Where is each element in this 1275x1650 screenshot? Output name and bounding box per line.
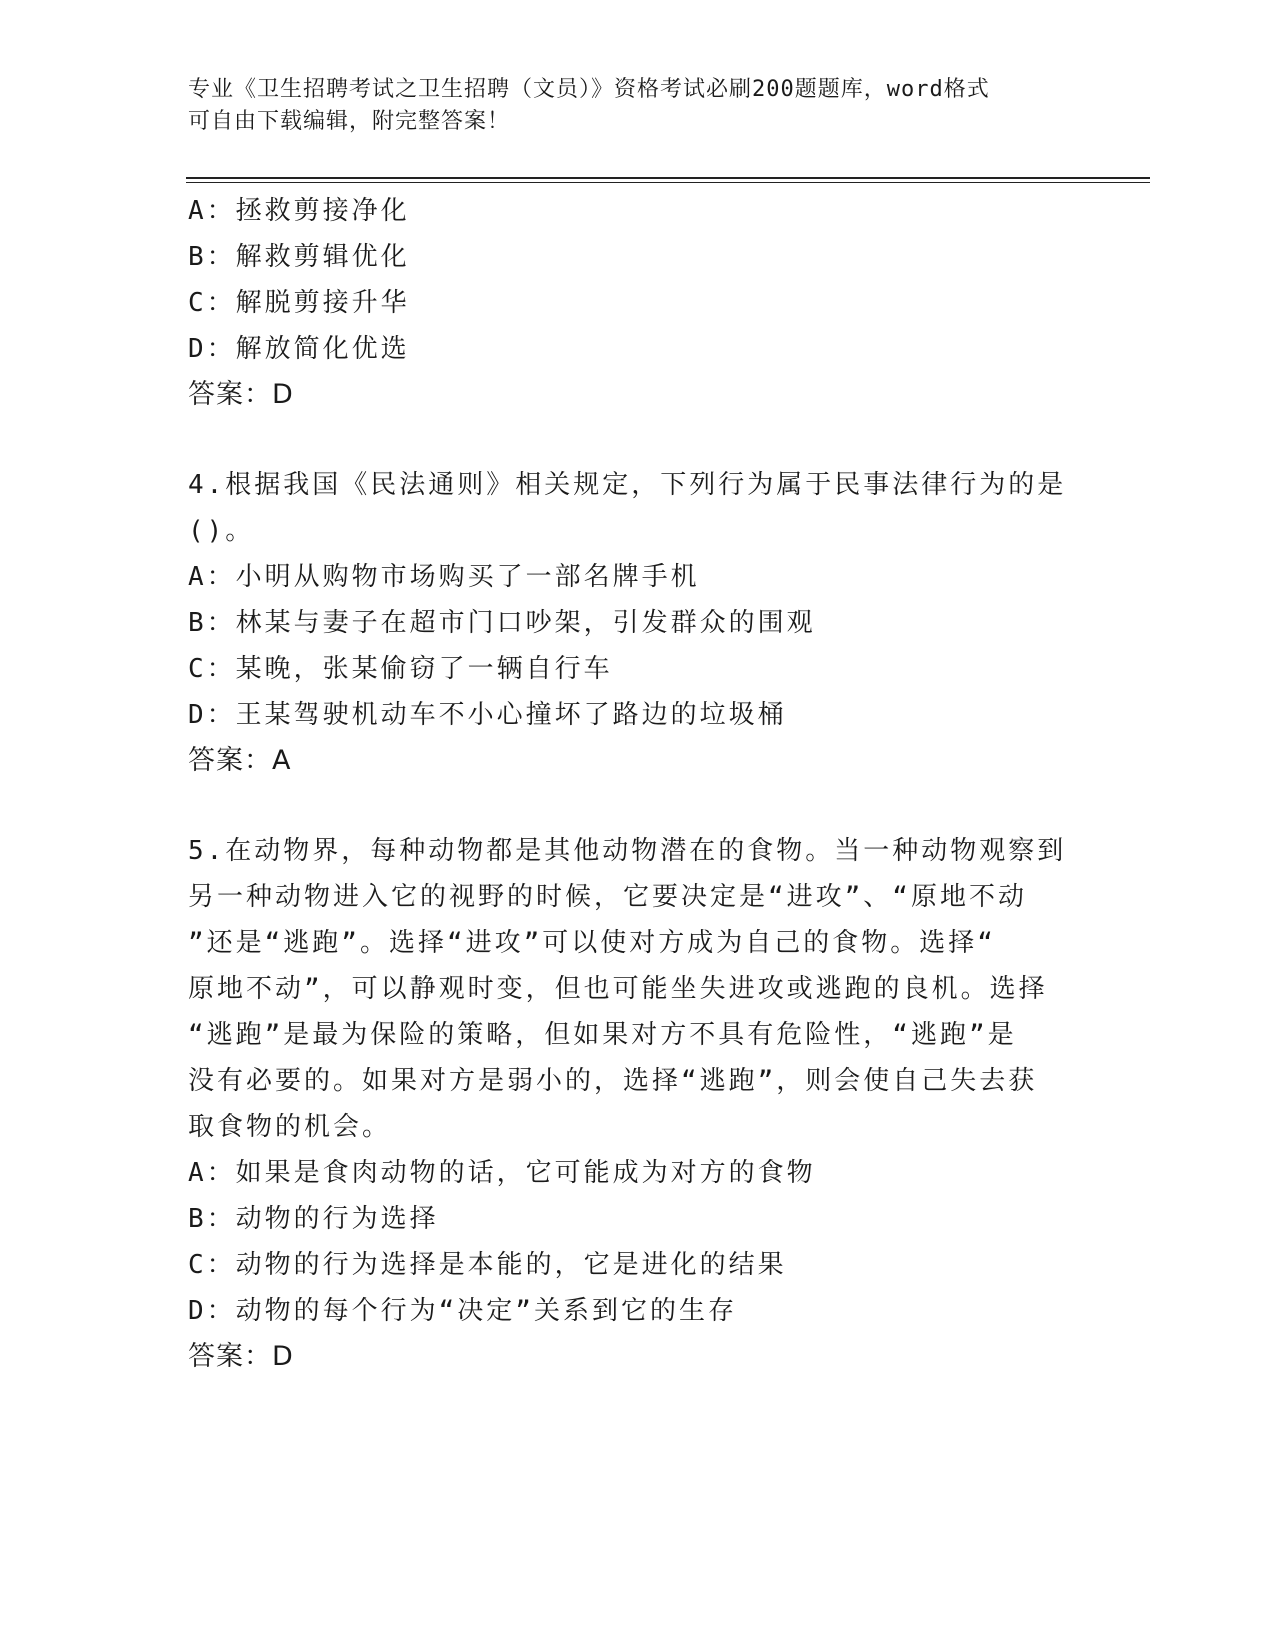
q4-option-b: B：林某与妻子在超市门口吵架，引发群众的围观: [188, 608, 816, 638]
q5-stem-line-7: 取食物的机会。: [188, 1112, 392, 1142]
header-rule-thick: [186, 177, 1150, 179]
q3-option-b: B：解救剪辑优化: [188, 242, 410, 272]
q4-option-c: C：某晚，张某偷窃了一辆自行车: [188, 654, 613, 684]
q5-stem-line-2: 另一种动物进入它的视野的时候，它要决定是“进攻”、“原地不动: [188, 882, 1027, 912]
document-header: [188, 74, 1068, 138]
q5-stem-line-1: 5.在动物界，每种动物都是其他动物潜在的食物。当一种动物观察到: [188, 836, 1067, 866]
question-4: [188, 462, 1068, 784]
question-5: [188, 828, 1068, 1380]
q5-answer: 答案：D: [188, 1341, 294, 1372]
q5-stem-line-6: 没有必要的。如果对方是弱小的，选择“逃跑”，则会使自己失去获: [188, 1066, 1038, 1096]
q5-option-d: D：动物的每个行为“决定”关系到它的生存: [188, 1296, 737, 1326]
q5-option-b: B：动物的行为选择: [188, 1204, 439, 1234]
q4-answer: 答案：A: [188, 745, 292, 776]
q4-option-d: D：王某驾驶机动车不小心撞坏了路边的垃圾桶: [188, 700, 787, 730]
q3-option-d: D：解放简化优选: [188, 334, 410, 364]
q5-option-c: C：动物的行为选择是本能的，它是进化的结果: [188, 1250, 787, 1280]
q3-answer: 答案：D: [188, 379, 294, 410]
document-body: [188, 188, 1068, 1380]
q3-option-c: C：解脱剪接升华: [188, 288, 410, 318]
question-3: [188, 188, 1068, 418]
q5-stem-line-4: 原地不动”，可以静观时变，但也可能坐失进攻或逃跑的良机。选择: [188, 974, 1048, 1004]
header-line-2: 可自由下载编辑，附完整答案！: [188, 109, 511, 134]
q3-option-a: A：拯救剪接净化: [188, 196, 410, 226]
q5-stem-line-3: ”还是“逃跑”。选择“进攻”可以使对方成为自己的食物。选择“: [188, 928, 996, 958]
q5-option-a: A：如果是食肉动物的话，它可能成为对方的食物: [188, 1158, 816, 1188]
q5-stem-line-5: “逃跑”是最为保险的策略，但如果对方不具有危险性，“逃跑”是: [188, 1020, 1017, 1050]
q4-stem-line-2: ()。: [188, 516, 255, 546]
header-rule-thin: [186, 182, 1150, 183]
q4-stem-line-1: 4.根据我国《民法通则》相关规定，下列行为属于民事法律行为的是: [188, 470, 1067, 500]
header-line-1: 专业《卫生招聘考试之卫生招聘（文员）》资格考试必刷200题题库，word格式: [188, 77, 990, 102]
q4-option-a: A：小明从购物市场购买了一部名牌手机: [188, 562, 700, 592]
